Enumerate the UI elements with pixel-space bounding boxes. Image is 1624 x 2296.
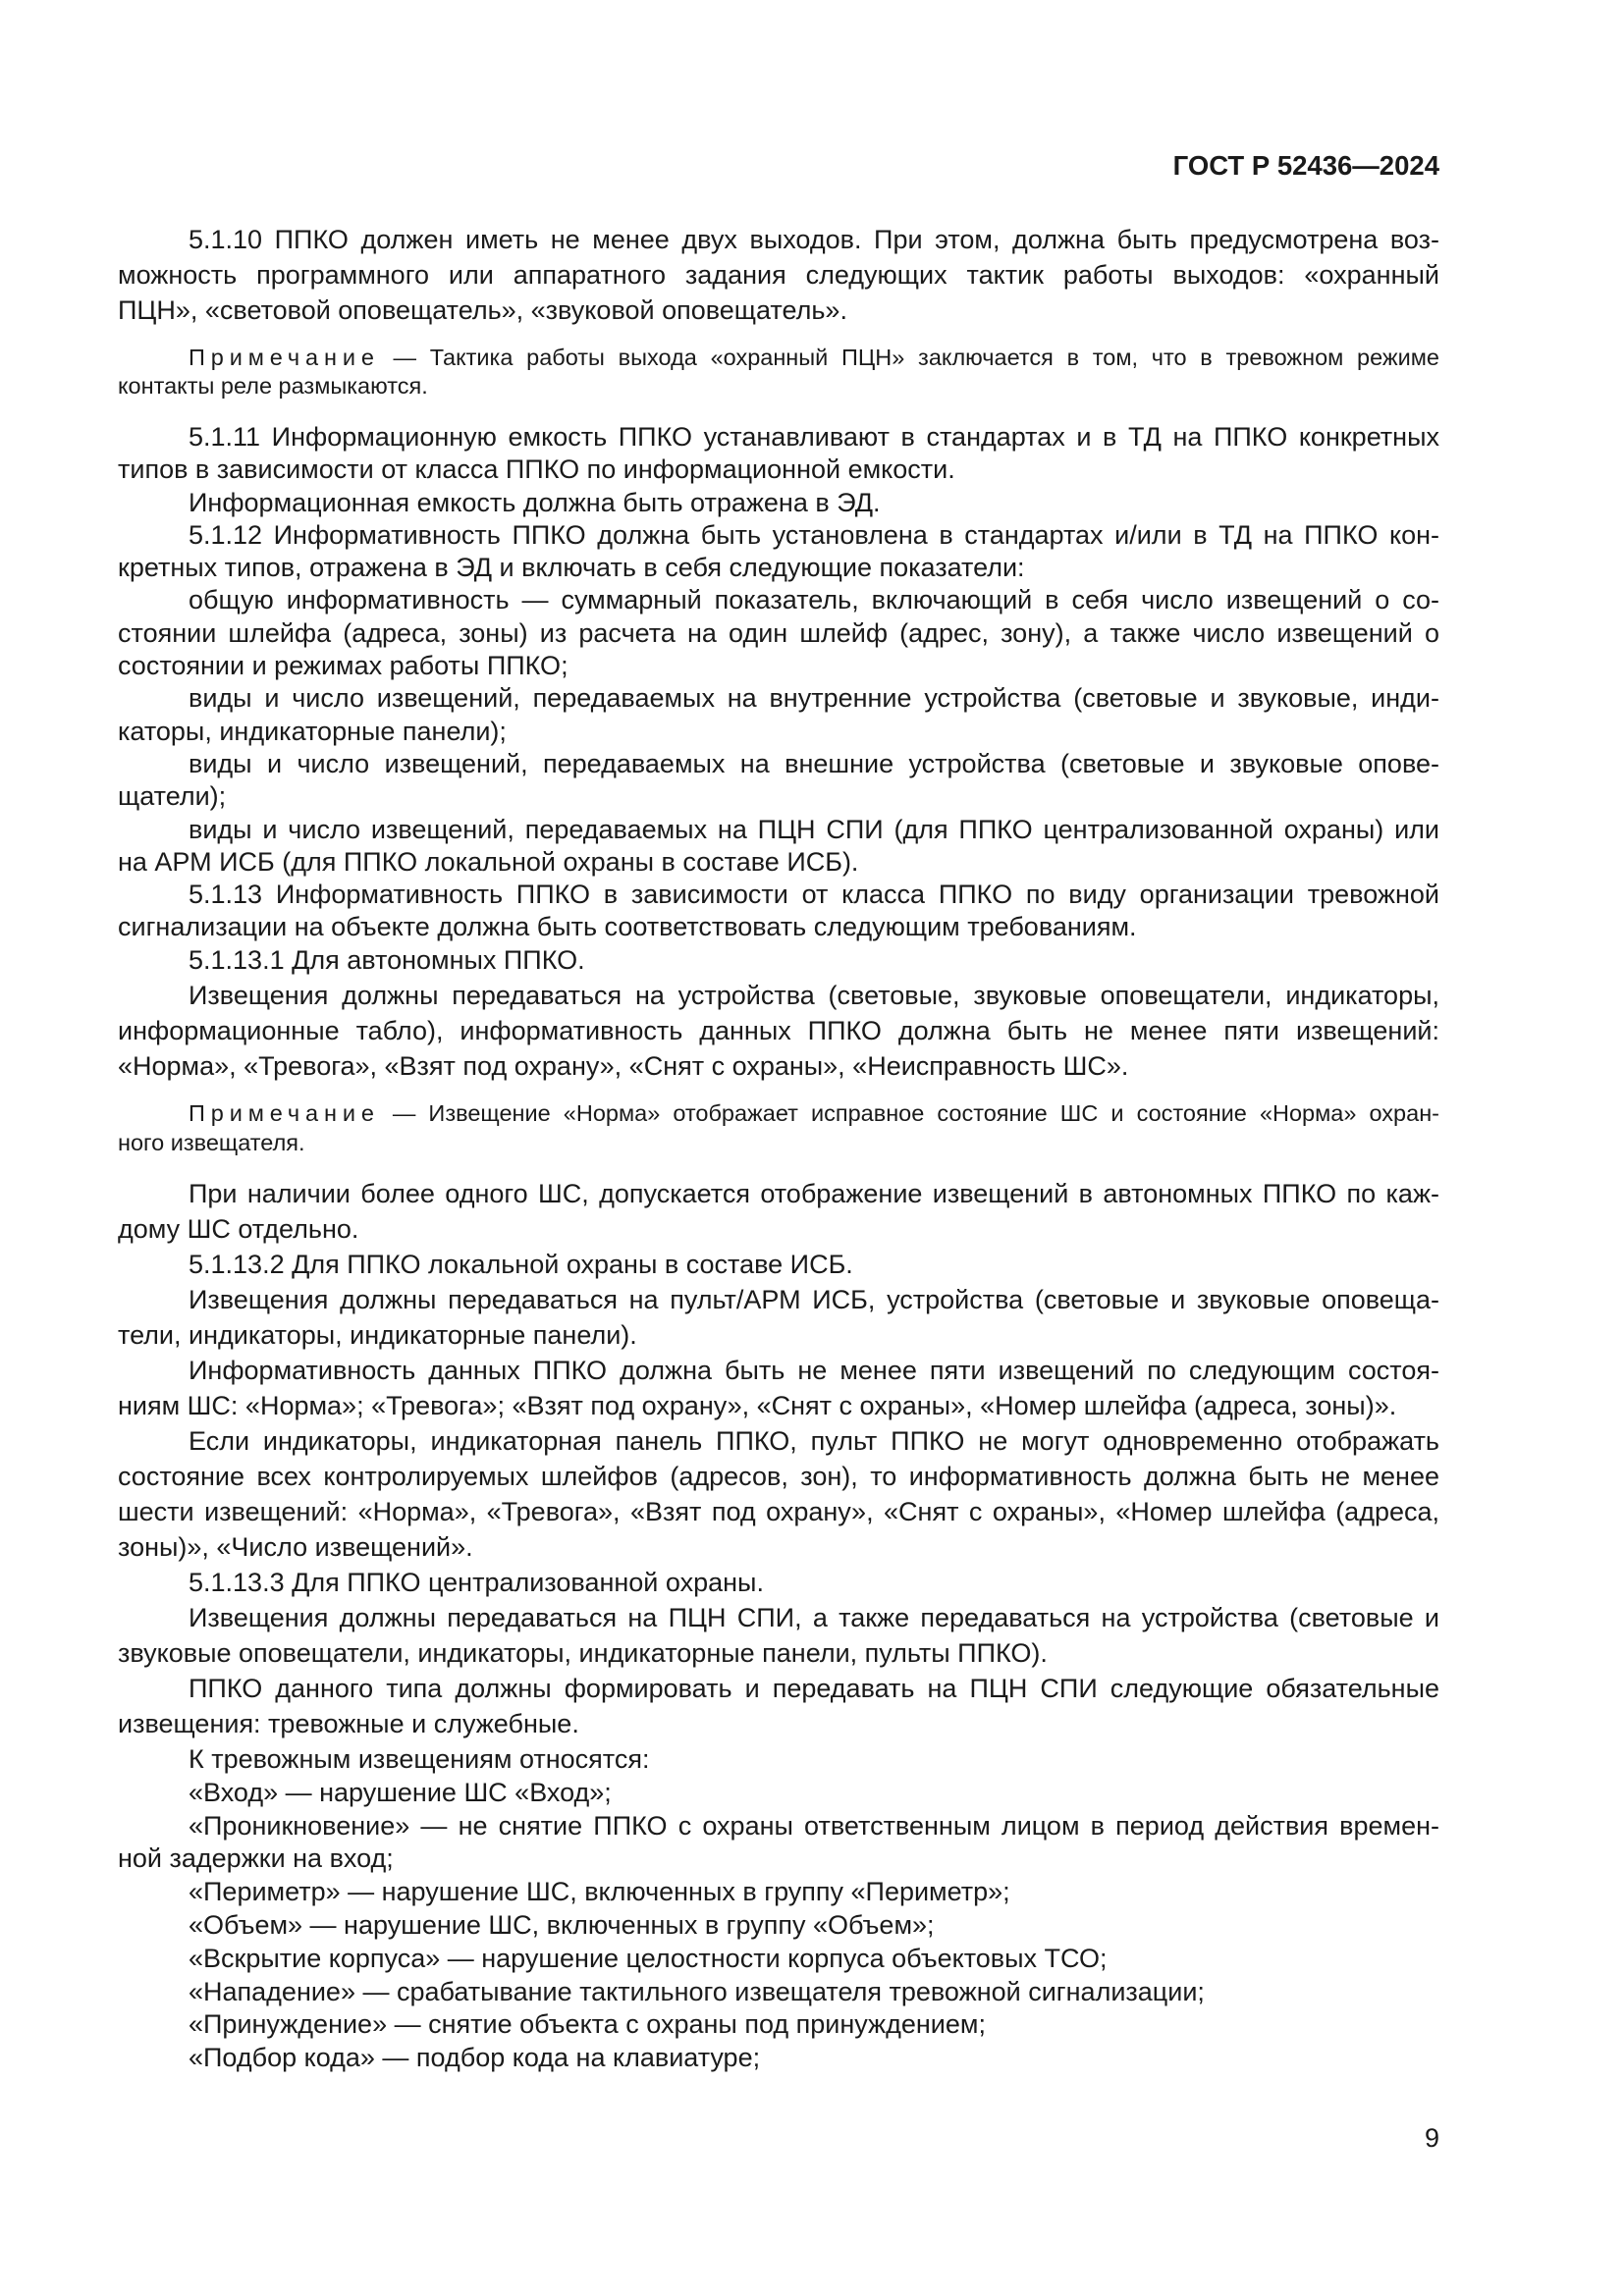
alarm-list-intro bbox=[118, 1743, 1439, 1777]
alarm-item-code-guessing bbox=[118, 2042, 1439, 2075]
clause-5-1-13 bbox=[118, 879, 1439, 944]
alarm-item-perimeter bbox=[118, 1876, 1439, 1909]
text-line: извещения: тревожные и служебные. bbox=[118, 1709, 579, 1738]
text-line: зоны)», «Число извещений». bbox=[118, 1532, 473, 1562]
page-number: 9 bbox=[1424, 2123, 1439, 2153]
text-line: 5.1.11 Информационную емкость ППКО устанавливают в стандартах и в ТД на ППКО конкретных bbox=[189, 422, 1439, 452]
text-line: общую информативность — суммарный показатель, включающий в себя число извещений о со- bbox=[189, 585, 1439, 615]
text-line: типов в зависимости от класса ППКО по информационной емкости. bbox=[118, 454, 955, 485]
section-block-f bbox=[118, 1176, 1439, 1741]
text-line: каторы, индикаторные панели); bbox=[118, 716, 507, 746]
text-line: тели, индикаторы, индикаторные панели). bbox=[118, 1320, 637, 1350]
text-line: Извещения должны передаваться на пульт/АРМ ИСБ, устройства (световые и звуковые оповеща- bbox=[189, 1285, 1439, 1314]
text-line: ППКО данного типа должны формировать и передавать на ПЦН СПИ следующие обязательные bbox=[189, 1674, 1439, 1703]
note-line bbox=[118, 344, 1439, 372]
note-label: Примечание bbox=[189, 1100, 380, 1126]
text-line: «Вход» — нарушение ШС «Вход»; bbox=[189, 1777, 612, 1807]
text-line: 5.1.13.2 Для ППКО локальной охраны в составе ИСБ. bbox=[189, 1250, 853, 1279]
note-label: Примечание bbox=[189, 345, 380, 370]
text-line: «Объем» — нарушение ШС, включенных в группу «Объем»; bbox=[189, 1909, 935, 1940]
clause-5-1-13-2 bbox=[118, 1247, 1439, 1282]
text-line: ной задержки на вход; bbox=[118, 1843, 394, 1874]
text-line: К тревожным извещениям относятся: bbox=[189, 1744, 650, 1774]
multiple-loops-paragraph bbox=[118, 1176, 1439, 1247]
text-line: «Проникновение» — не снятие ППКО с охраны ответственным лицом в период действия времен- bbox=[189, 1810, 1439, 1841]
text-line: Информационная емкость должна быть отражена в ЭД. bbox=[189, 487, 881, 517]
text-line: «Норма», «Тревога», «Взят под охрану», «Снят с охраны», «Неисправность ШС». bbox=[118, 1051, 1129, 1081]
text-line: Если индикаторы, индикаторная панель ППКО, пульт ППКО не могут одновременно отображать bbox=[189, 1426, 1439, 1456]
text-line: на АРМ ИСБ (для ППКО локальной охраны в составе ИСБ). bbox=[118, 846, 859, 877]
clause-5-1-12 bbox=[118, 519, 1439, 585]
text-line: щатели); bbox=[118, 781, 227, 812]
text-line: сигнализации на объекте должна быть соответствовать следующим требованиям. bbox=[118, 912, 1137, 942]
text-line: 5.1.12 Информативность ППКО должна быть установлена в стандартах и/или в ТД на ППКО кон- bbox=[189, 519, 1439, 550]
autonomous-notifications-paragraph bbox=[118, 978, 1439, 1084]
text-line: «Подбор кода» — подбор кода на клавиатуре; bbox=[189, 2043, 761, 2073]
text-line: состояние всех контролируемых шлейфов (адресов, зон), то информативность должна быть не менее bbox=[118, 1462, 1439, 1491]
alarm-item-intrusion bbox=[118, 1810, 1439, 1877]
indicators-limitation-paragraph bbox=[118, 1423, 1439, 1565]
text-line: информационные табло), информативность данных ППКО должна быть не менее пяти извещений: bbox=[118, 1016, 1439, 1045]
text-line: Информативность данных ППКО должна быть не менее пяти извещений по следующим состоя- bbox=[189, 1356, 1439, 1385]
text-line: виды и число извещений, передаваемых на внешние устройства (световые и звуковые опове- bbox=[189, 748, 1439, 778]
local-informativeness-paragraph bbox=[118, 1353, 1439, 1423]
indicator-monitoring-console bbox=[118, 814, 1439, 880]
note-line: ного извещателя. bbox=[118, 1130, 305, 1155]
alarm-item-attack bbox=[118, 1976, 1439, 2009]
central-notifications-paragraph bbox=[118, 1600, 1439, 1671]
text-line: ПЦН», «световой оповещатель», «звуковой оповещатель». bbox=[118, 295, 847, 325]
text-line: виды и число извещений, передаваемых на внутренние устройства (световые и звуковые, инди- bbox=[189, 683, 1439, 714]
text-line: ниям ШС: «Норма»; «Тревога»; «Взят под охрану», «Снят с охраны», «Номер шлейфа (адреса, зоны)». bbox=[118, 1391, 1397, 1420]
text-line: «Периметр» — нарушение ШС, включенных в группу «Периметр»; bbox=[189, 1877, 1010, 1907]
text-line: можность программного или аппаратного задания следующих тактик работы выходов: «охранный bbox=[118, 260, 1439, 290]
text-line: «Нападение» — срабатывание тактильного извещателя тревожной сигнализации; bbox=[189, 1976, 1205, 2006]
section-block-g bbox=[118, 1743, 1439, 2075]
info-capacity-paragraph bbox=[118, 487, 1439, 519]
indicator-internal-devices bbox=[118, 682, 1439, 748]
note-text: — Тактика работы выхода «охранный ПЦН» заключается в том, что в тревожном режиме bbox=[393, 345, 1440, 370]
text-line: «Вскрытие корпуса» — нарушение целостности корпуса объектовых ТСО; bbox=[189, 1943, 1108, 1973]
text-line: 5.1.13.1 Для автономных ППКО. bbox=[189, 944, 585, 975]
alarm-item-case-opening bbox=[118, 1943, 1439, 1976]
text-line: стоянии шлейфа (адреса, зоны) из расчета на один шлейф (адрес, зону), а также число извещений о bbox=[118, 617, 1439, 648]
note-line bbox=[118, 1098, 1439, 1128]
clause-5-1-13-3 bbox=[118, 1565, 1439, 1600]
alarm-item-duress bbox=[118, 2008, 1439, 2042]
note-line: контакты реле размыкаются. bbox=[118, 372, 428, 399]
text-line: состоянии и режимах работы ППКО; bbox=[118, 651, 568, 681]
section-block-c bbox=[118, 421, 1439, 977]
mandatory-notifications-paragraph bbox=[118, 1671, 1439, 1741]
text-line: 5.1.13 Информативность ППКО в зависимости от класса ППКО по виду организации тревожной bbox=[189, 880, 1439, 910]
text-line: кретных типов, отражена в ЭД и включать в себя следующие показатели: bbox=[118, 553, 1025, 583]
clause-5-1-10 bbox=[118, 222, 1439, 328]
clause-5-1-11 bbox=[118, 421, 1439, 487]
note-1 bbox=[118, 344, 1439, 400]
text-line: шести извещений: «Норма», «Тревога», «Взят под охрану», «Снят с охраны», «Номер шлейфа (адреса, bbox=[118, 1497, 1439, 1526]
alarm-item-entry bbox=[118, 1777, 1439, 1810]
text-line: дому ШС отдельно. bbox=[118, 1214, 359, 1244]
section-block-a bbox=[118, 222, 1439, 328]
document-header: ГОСТ Р 52436—2024 bbox=[1172, 150, 1439, 181]
note-text: — Извещение «Норма» отображает исправное состояние ШС и состояние «Норма» охран- bbox=[392, 1100, 1439, 1126]
text-line: 5.1.10 ППКО должен иметь не менее двух выходов. При этом, должна быть предусмотрена воз- bbox=[189, 225, 1439, 254]
clause-5-1-13-1 bbox=[118, 944, 1439, 977]
text-line: звуковые оповещатели, индикаторы, индикаторные панели, пульты ППКО). bbox=[118, 1638, 1048, 1668]
indicator-external-devices bbox=[118, 748, 1439, 814]
indicator-general-informativeness bbox=[118, 584, 1439, 682]
text-line: виды и число извещений, передаваемых на ПЦН СПИ (для ППКО централизованной охраны) или bbox=[189, 814, 1439, 844]
text-line: Извещения должны передаваться на устройства (световые, звуковые оповещатели, индикаторы, bbox=[189, 981, 1439, 1010]
text-line: «Принуждение» — снятие объекта с охраны под принуждением; bbox=[189, 2009, 986, 2040]
section-block-d bbox=[118, 978, 1439, 1084]
note-2 bbox=[118, 1098, 1439, 1157]
text-line: При наличии более одного ШС, допускается отображение извещений в автономных ППКО по каж- bbox=[189, 1179, 1439, 1208]
local-notifications-paragraph bbox=[118, 1282, 1439, 1353]
text-line: Извещения должны передаваться на ПЦН СПИ, а также передаваться на устройства (световые и bbox=[189, 1603, 1439, 1632]
text-line: 5.1.13.3 Для ППКО централизованной охраны. bbox=[189, 1568, 764, 1597]
alarm-item-volume bbox=[118, 1909, 1439, 1943]
